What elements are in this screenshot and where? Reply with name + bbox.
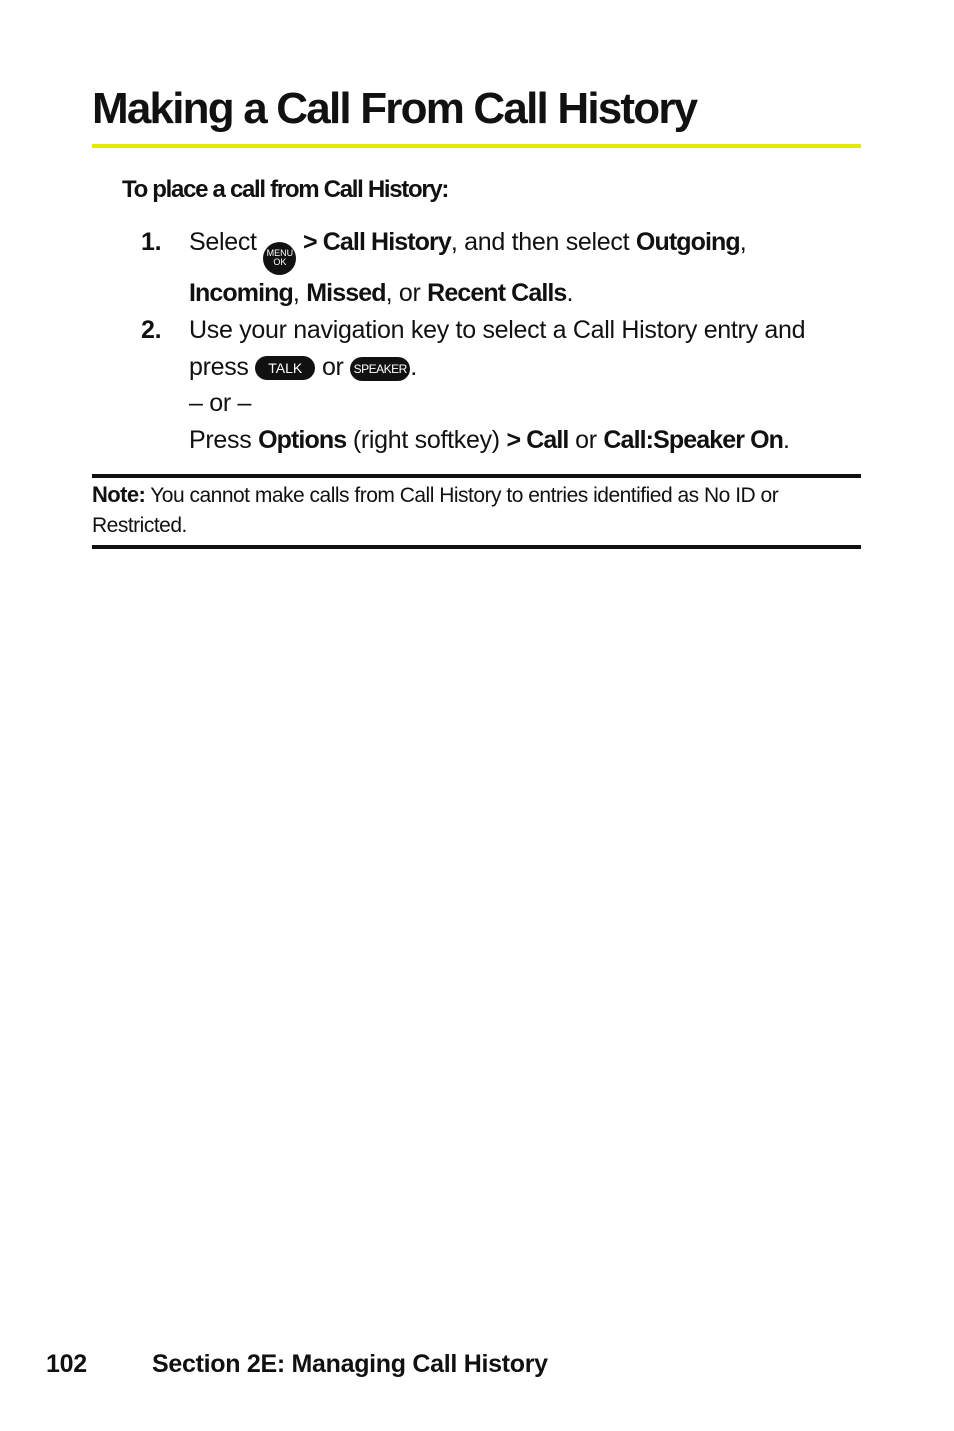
call-speaker-on-option: Call:Speaker On [603,425,784,454]
alternative-separator: – or – [189,389,252,417]
call-option: > Call [506,425,569,454]
speaker-key-icon: SPEAKER [350,357,410,381]
menu-key-label: MENU [266,248,294,258]
step-line [189,224,879,275]
or-text: or [321,352,344,381]
press-text: press [189,352,249,381]
note-rule-bottom [92,545,861,549]
page-number: 102 [46,1350,87,1378]
then-select-text: , and then select [450,228,630,256]
note-label: Note: [92,482,146,507]
incoming-option: Incoming [189,278,293,307]
select-text: Select [189,228,257,256]
note-rule-top [92,474,861,478]
missed-option: Missed [306,278,386,307]
page-footer [46,1350,548,1379]
menu-ok-key-icon [263,242,296,275]
step-number: 1. [141,228,162,256]
separator: , [292,278,300,307]
or-text: , or [385,278,421,307]
period: . [410,352,417,381]
separator: , [739,228,747,256]
page-title: Making a Call From Call History [92,84,697,133]
section-title: Section 2E: Managing Call History [152,1350,548,1378]
options-softkey: Options [258,425,347,454]
ok-key-label: OK [273,257,287,267]
period: . [783,425,790,454]
step-line [189,422,879,459]
press-text: Press [189,425,252,454]
or-text: or [575,425,597,454]
step-line: Use your navigation key to select a Call History entry and [189,316,806,344]
note-text: You cannot make calls from Call History to entries identified as No ID or Restricted. [92,484,779,537]
outgoing-option: Outgoing [635,228,740,256]
talk-key-icon: TALK [255,356,315,380]
instruction-heading: To place a call from Call History: [122,176,449,203]
step-number: 2. [141,316,162,344]
call-history-menu: > Call History [303,228,451,256]
note-box [92,480,861,541]
step-line [189,275,879,312]
recent-calls-option: Recent Calls [427,278,567,307]
period: . [566,278,574,307]
right-softkey-text: (right softkey) [352,425,500,454]
step-body [189,224,879,311]
step-body [189,312,879,458]
title-underline [92,144,861,148]
step-line [189,349,879,386]
